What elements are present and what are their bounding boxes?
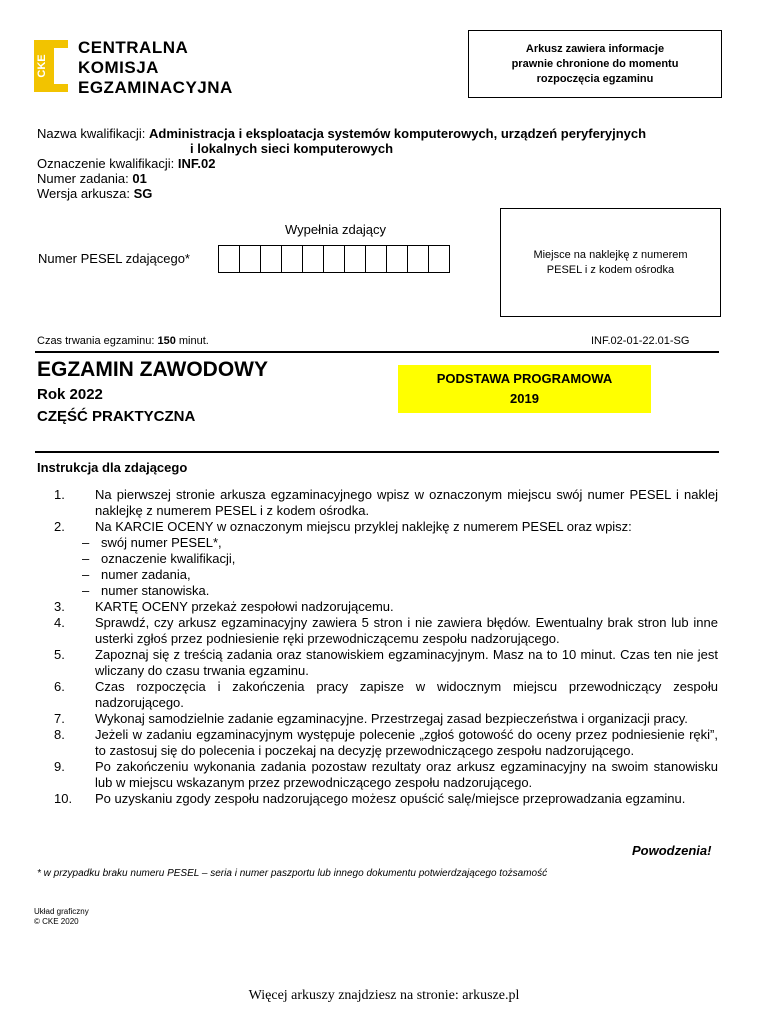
logo-mark-text: CKE bbox=[36, 54, 48, 78]
pesel-digit-box[interactable] bbox=[365, 245, 387, 273]
pesel-digit-box[interactable] bbox=[323, 245, 345, 273]
exam-year: Rok 2022 bbox=[37, 386, 103, 403]
pesel-digit-box[interactable] bbox=[239, 245, 261, 273]
instruction-item bbox=[48, 487, 718, 519]
instruction-item bbox=[48, 727, 718, 759]
pesel-digit-box[interactable] bbox=[260, 245, 282, 273]
pesel-digit-box[interactable] bbox=[281, 245, 303, 273]
dash-bullet: – bbox=[82, 535, 90, 550]
curriculum-line-2: 2019 bbox=[510, 391, 539, 406]
instruction-number: 2. bbox=[54, 519, 65, 534]
pesel-digit-box[interactable] bbox=[302, 245, 324, 273]
pesel-footnote: * w przypadku braku numeru PESEL – seria i numer paszportu lub innego dokumentu potwierdzającego tożsamość bbox=[37, 868, 548, 879]
instruction-text: Wykonaj samodzielnie zadanie egzaminacyjne. Przestrzegaj zasad bezpieczeństwa i organizacji pracy. bbox=[95, 711, 688, 726]
subitem-text: numer zadania, bbox=[101, 567, 191, 582]
instruction-text: Zapoznaj się z treścią zadania oraz stanowiskiem egzaminacyjnym. Masz na to 10 minut. Czas ten nie jest wliczany do czasu trwania egzaminu. bbox=[95, 647, 718, 678]
instruction-text: Na KARCIE OCENY w oznaczonym miejscu przyklej naklejkę z numerem PESEL oraz wpisz: bbox=[95, 519, 632, 534]
pesel-input-boxes[interactable] bbox=[219, 245, 450, 273]
qualification-info bbox=[37, 126, 646, 201]
instruction-number: 4. bbox=[54, 615, 65, 630]
instruction-number: 7. bbox=[54, 711, 65, 726]
subitem-text: numer stanowiska. bbox=[101, 583, 210, 598]
instruction-text: Czas rozpoczęcia i zakończenia pracy zapisze w widocznym miejscu przewodniczący zespołu nadzorującego. bbox=[95, 679, 718, 710]
instruction-text: KARTĘ OCENY przekaż zespołowi nadzorującemu. bbox=[95, 599, 394, 614]
sheet-version-value: SG bbox=[133, 186, 153, 201]
instruction-item bbox=[48, 615, 718, 647]
exam-duration bbox=[37, 335, 209, 347]
logo-line-1: CENTRALNA bbox=[78, 38, 189, 57]
duration-prefix: Czas trwania egzaminu: bbox=[37, 335, 155, 347]
qualification-code-label: Oznaczenie kwalifikacji: bbox=[37, 156, 175, 171]
cke-logo-icon bbox=[34, 40, 68, 92]
protected-info-notice bbox=[468, 30, 722, 98]
instruction-item bbox=[48, 759, 718, 791]
dash-bullet: – bbox=[82, 567, 90, 582]
good-luck-text: Powodzenia! bbox=[632, 843, 712, 858]
layout-credit-line-2: © CKE 2020 bbox=[34, 917, 79, 926]
instruction-item bbox=[48, 519, 718, 535]
layout-credit bbox=[34, 907, 89, 927]
divider bbox=[35, 451, 719, 453]
instruction-item bbox=[48, 711, 718, 727]
exam-title: EGZAMIN ZAWODOWY bbox=[37, 358, 268, 381]
instructions-list bbox=[48, 487, 718, 807]
exam-part: CZĘŚĆ PRAKTYCZNA bbox=[37, 408, 196, 425]
instruction-number: 6. bbox=[54, 679, 65, 694]
notice-line-2: prawnie chronione do momentu bbox=[511, 57, 679, 70]
instruction-text: Po zakończeniu wykonania zadania pozostaw rezultaty oraz arkusz egzaminacyjny na swoim stanowisku lub w miejscu wskazanym przez przewodniczącego zespołu nadzorującego. bbox=[95, 759, 718, 790]
instruction-text: Na pierwszej stronie arkusza egzaminacyjnego wpisz w oznaczonym miejscu swój numer PESEL i naklej naklejkę z numerem PESEL i z kodem ośrodka. bbox=[95, 487, 718, 518]
dash-bullet: – bbox=[82, 583, 90, 598]
sticker-line-2: PESEL i z kodem ośrodka bbox=[546, 263, 675, 276]
instruction-subitem bbox=[48, 583, 718, 599]
instruction-subitem bbox=[48, 551, 718, 567]
duration-suffix: minut. bbox=[178, 335, 209, 347]
instruction-number: 5. bbox=[54, 647, 65, 662]
page-footer: Więcej arkuszy znajdziesz na stronie: arkusze.pl bbox=[248, 988, 520, 1003]
curriculum-line-1: PODSTAWA PROGRAMOWA bbox=[436, 371, 613, 386]
instruction-text: Sprawdź, czy arkusz egzaminacyjny zawiera 5 stron i nie zawiera błędów. Ewentualny brak stron lub inne usterki zgłoś przez podniesienie ręki przewodniczącemu zespołu nadzorującego. bbox=[95, 615, 718, 646]
task-number-value: 01 bbox=[132, 171, 147, 186]
instruction-item bbox=[48, 599, 718, 615]
subitem-text: swój numer PESEL*, bbox=[101, 535, 222, 550]
task-number-label: Numer zadania: bbox=[37, 171, 129, 186]
pesel-digit-box[interactable] bbox=[344, 245, 366, 273]
instruction-text: Po uzyskaniu zgody zespołu nadzorującego możesz opuścić salę/miejsce przeprowadzania egzaminu. bbox=[95, 791, 686, 806]
dash-bullet: – bbox=[82, 551, 90, 566]
instruction-item bbox=[48, 647, 718, 679]
sheet-code: INF.02-01-22.01-SG bbox=[591, 335, 690, 347]
divider bbox=[35, 351, 719, 353]
sheet-version-label: Wersja arkusza: bbox=[37, 186, 130, 201]
instruction-number: 10. bbox=[54, 791, 73, 806]
notice-line-3: rozpoczęcia egzaminu bbox=[536, 72, 654, 85]
notice-line-1: Arkusz zawiera informacje bbox=[525, 42, 665, 55]
logo-line-2: KOMISJA bbox=[78, 58, 159, 77]
qualification-code-value: INF.02 bbox=[177, 156, 216, 171]
pesel-digit-box[interactable] bbox=[428, 245, 450, 273]
instruction-number: 1. bbox=[54, 487, 65, 502]
logo-line-3: EGZAMINACYJNA bbox=[78, 78, 233, 97]
sticker-placeholder bbox=[500, 208, 721, 317]
pesel-digit-box[interactable] bbox=[386, 245, 408, 273]
pesel-label: Numer PESEL zdającego* bbox=[38, 251, 190, 266]
subitem-text: oznaczenie kwalifikacji, bbox=[101, 551, 236, 566]
pesel-digit-box[interactable] bbox=[218, 245, 240, 273]
sticker-line-1: Miejsce na naklejkę z numerem bbox=[533, 248, 688, 261]
layout-credit-line-1: Układ graficzny bbox=[34, 907, 89, 916]
instructions-title: Instrukcja dla zdającego bbox=[37, 460, 188, 475]
curriculum-badge bbox=[398, 365, 651, 413]
qualification-name-value: Administracja i eksploatacja systemów komputerowych, urządzeń peryferyjnych bbox=[149, 126, 647, 141]
pesel-digit-box[interactable] bbox=[407, 245, 429, 273]
instruction-number: 3. bbox=[54, 599, 65, 614]
qualification-name-value-cont: i lokalnych sieci komputerowych bbox=[190, 141, 394, 156]
institution-name bbox=[78, 38, 233, 98]
qualification-name-label: Nazwa kwalifikacji: bbox=[37, 126, 146, 141]
duration-value: 150 bbox=[157, 335, 176, 347]
instruction-number: 9. bbox=[54, 759, 65, 774]
instruction-text: Jeżeli w zadaniu egzaminacyjnym występuje polecenie „zgłoś gotowość do oceny przez podniesienie ręki”, to zastosuj się do polecenia i poczekaj na decyzję przewodniczącego zespołu nadzorującego. bbox=[95, 727, 718, 758]
filled-by-candidate-label: Wypełnia zdający bbox=[285, 222, 387, 237]
instruction-subitem bbox=[48, 535, 718, 551]
instruction-item bbox=[48, 679, 718, 711]
instruction-item bbox=[48, 791, 718, 807]
instruction-subitem bbox=[48, 567, 718, 583]
instruction-number: 8. bbox=[54, 727, 65, 742]
